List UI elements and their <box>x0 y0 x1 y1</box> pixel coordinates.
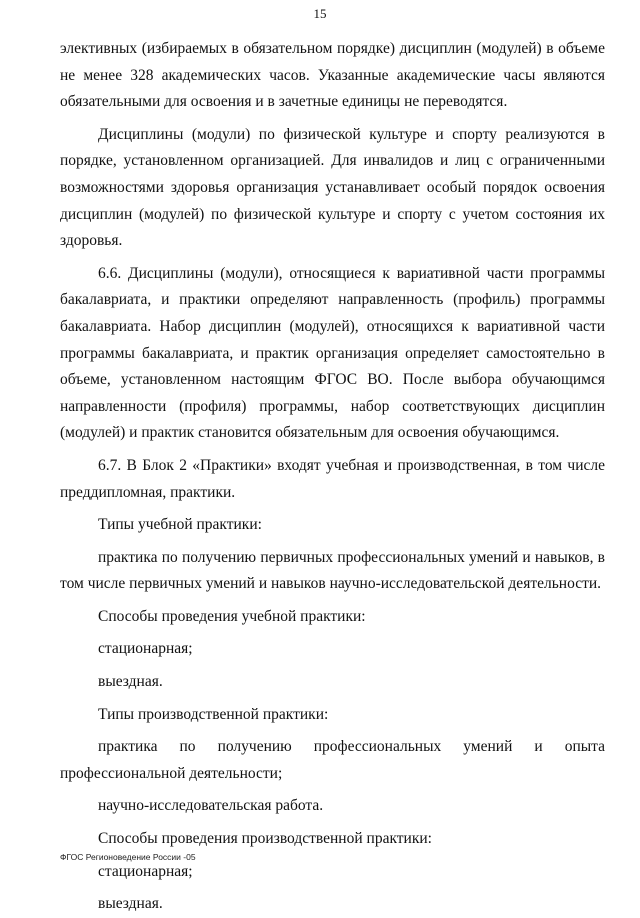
educational-practice-type-item: практика по получению первичных профессиональных умений и навыков, в том числе первичных умений и навыков научно-исследовательской деятельности. <box>60 548 605 593</box>
production-practice-type-item: практика по получению профессиональных умений и опыта профессиональной деятельности; <box>60 738 605 782</box>
production-method-stationary: стационарная; <box>98 862 193 880</box>
heading-educational-practice-types: Типы учебной практики: <box>98 516 262 534</box>
production-method-field: выездная. <box>98 895 163 913</box>
footer-note: ФГОС Регионоведение России -05 <box>60 852 196 862</box>
production-practice-research-item: научно-исследовательская работа. <box>98 797 324 815</box>
method-stationary: стационарная; <box>98 640 193 658</box>
heading-educational-practice-methods: Способы проведения учебной практики: <box>98 607 366 625</box>
heading-production-practice-types: Типы производственной практики: <box>98 705 329 723</box>
paragraph-physical-culture: Дисциплины (модули) по физической культуре и спорту реализуются в порядке, установленном организацией. Для инвалидов и лиц с ограниченными возможностями здоровья организация устанавливает особый порядок освоения дисциплин (модулей) по физической культуре и спорту с учетом состояния их здоровья. <box>60 125 605 250</box>
paragraph-elective-hours: элективных (избираемых в обязательном порядке) дисциплин (модулей) в объеме не менее 328 академических часов. Указанные академические часы являются обязательными для освоения и в зачетные единицы не переводятся. <box>60 40 605 111</box>
paragraph-6-7: 6.7. В Блок 2 «Практики» входят учебная и производственная, в том числе преддипломная, практики. <box>60 456 605 501</box>
method-field: выездная. <box>98 673 163 691</box>
document-body <box>60 36 605 918</box>
heading-production-practice-methods: Способы проведения производственной практики: <box>98 830 432 848</box>
paragraph-6-6: 6.6. Дисциплины (модули), относящиеся к вариативной части программы бакалавриата, и практики определяют направленность (профиль) программы бакалавриата. Набор дисциплин (модулей), относящихся к вариативной части программы бакалавриата, и практик организация определяет самостоятельно в объеме, установленном настоящим ФГОС ВО. После выбора обучающимся направленности (профиля) программы, набор соответствующих дисциплин (модулей) и практик становится обязательным для освоения обучающимся. <box>60 264 605 442</box>
page-number: 15 <box>313 6 327 21</box>
